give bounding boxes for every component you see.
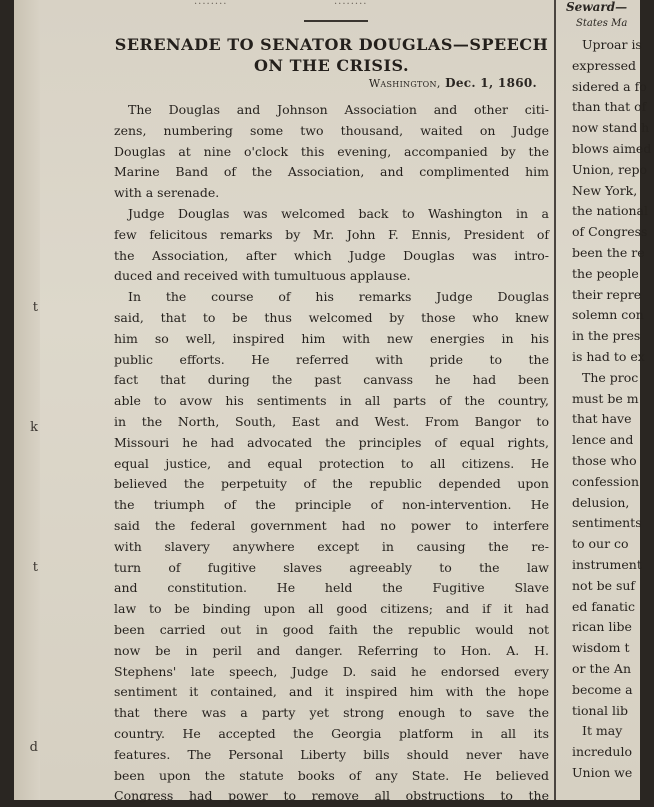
right-column-line: blows aimed [572,141,652,156]
right-column-line: is had to ex [572,349,645,364]
right-column-line: their repre [572,286,642,302]
article-line: duced and received with tumultuous applause. [114,268,411,284]
article-line: believed the perpetuity of the republic depended upon [114,476,549,492]
article-line: with slavery anywhere except in causing the re- [114,538,549,554]
masthead-right: ........ [334,0,368,7]
right-column-line: solemn con [572,307,644,323]
article-line: now be in peril and danger. Referring to Hon. A. H. [114,642,549,658]
right-column-line: New York, [572,182,638,198]
right-column-line: Uproar is [582,37,642,52]
headline-line-2: ON THE CRISIS. [253,56,410,75]
article-line: Congress had power to remove all obstructions to the [114,788,549,804]
article-line: country. He accepted the Georgia platform in all its [114,725,549,741]
left-fragment: t [32,300,38,315]
right-column-line: rican libe [572,619,632,635]
article-line: sentiment it contained, and it inspired him with the hope [114,684,549,700]
article-line: public efforts. He referred with pride to the [114,351,549,367]
right-column-line: lence and [572,432,634,448]
article-line: him so well, inspired him with new energies in his [114,330,549,346]
right-column-line: been the re [572,245,645,260]
right-column-line: sentiments [572,515,642,531]
main-article-column [114,0,549,804]
article-line: features. The Personal Liberty bills should never have [114,746,549,762]
article-line: been upon the statute books of any State. He believed [114,767,549,783]
article-line: few felicitous remarks by Mr. John F. Ennis, President of [114,226,549,242]
right-column-line: must be m [572,390,639,406]
right-column-line: the national [572,203,648,219]
right-column-line: Union, repo [572,161,648,177]
right-article-column [562,0,654,800]
article-line: fact that during the past canvass he had been [114,372,549,388]
right-column-line: to our co [572,536,629,552]
right-column-header: Seward— [566,0,628,14]
left-fragment: k [30,420,38,435]
headline-line-1: SERENADE TO SENATOR DOUGLAS—SPEECH [114,35,549,54]
article-line: that there was a party yet strong enough to save the [114,705,549,721]
right-column-line: in the pres [572,328,641,344]
right-column-line: It may [582,723,623,739]
right-column-line: or the An [572,661,631,676]
article-line: with a serenade. [114,185,220,201]
article-line: Marine Band of the Association, and complimented him [114,164,549,180]
right-column-subheader: States Ma [576,18,628,29]
article-line: in the North, South, East and West. From Bangor to [114,413,549,429]
article-line: Missouri he had advocated the principles of equal rights, [114,434,549,450]
right-column-line: The proc [582,369,639,385]
right-column-line: confession [572,473,640,489]
article-line: turn of fugitive slaves agreeably to the law [114,559,549,575]
right-column-line: Union we [572,765,633,780]
article-line: equal justice, and equal protection to all citizens. He [114,455,549,471]
article-line: In the course of his remarks Judge Douglas [128,289,549,305]
article-line: and constitution. He held the Fugitive Slave [114,580,549,596]
right-column-line: tional lib [572,702,629,718]
right-column-line: ed fanatic [572,598,635,614]
left-fragment: d [29,740,38,755]
right-column-line: those who [572,453,637,468]
right-column-line: than that of [572,99,647,115]
section-divider [304,20,368,22]
article-line: The Douglas and Johnson Association and other citi- [128,102,549,117]
left-page-edge [14,0,40,800]
right-column-line: that have [572,411,632,427]
right-column-line: instrument [572,557,642,572]
article-line: Douglas at nine o'clock this evening, accompanied by the [114,143,549,159]
right-column-line: of Congress [572,224,648,240]
right-column-line: incredulo [572,744,632,760]
dateline-place: Washington, [368,77,441,90]
article-line: the triumph of the principle of non-intervention. He [114,497,549,513]
article-line: said, that to be thus welcomed by those who knew [114,309,549,325]
article-line: Judge Douglas was welcomed back to Washington in a [128,205,549,221]
article-line: able to avow his sentiments in all parts of the country, [114,393,549,409]
column-rule [554,0,556,800]
left-fragment: t [32,560,38,575]
right-column-line: wisdom t [572,640,630,656]
article-dateline [369,76,537,90]
article-line: Stephens' late speech, Judge D. said he endorsed every [114,663,549,679]
article-line: zens, numbering some two thousand, waited on Judge [114,122,549,138]
article-body [114,100,549,807]
masthead-left: ........ [194,0,228,7]
right-column-line: become a [572,681,633,697]
article-line: the Association, after which Judge Douglas was intro- [114,247,549,263]
right-column-line: sidered a fo [572,78,647,94]
article-headline [114,34,549,76]
article-line: said the federal government had no power to interfere [114,517,549,533]
article-line: law to be binding upon all good citizens; and if it had [114,601,549,617]
right-column-line: the people [572,265,639,281]
right-column-line: expressed [572,57,637,73]
right-column-line: now stand h [572,120,650,136]
newspaper-page [14,0,652,804]
article-line: been carried out in good faith the republic would not [114,621,549,637]
dateline-date: Dec. 1, 1860. [445,76,537,90]
right-column-line: not be suf [572,577,636,593]
right-column-line: delusion, [572,494,630,510]
